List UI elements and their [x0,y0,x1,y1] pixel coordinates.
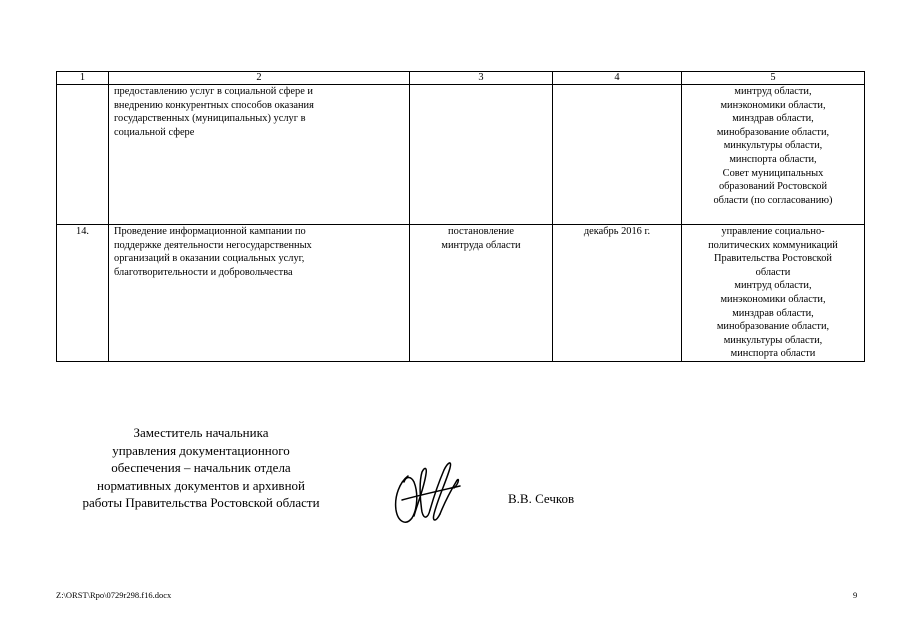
table-header-row [57,72,865,85]
description-line: социальной сфере [114,126,195,138]
executor-line: минздрав области, [732,113,814,125]
position-line: обеспечения – начальник отдела [111,460,291,475]
executor-line: минобразование области, [716,126,830,138]
executors-cell [682,225,865,362]
column-number-header: 2 [109,72,410,85]
plan-table [56,71,865,362]
description-cell [109,225,410,362]
signatory-name: В.В. Сечков [508,491,575,506]
description-line: поддержке деятельности негосударственных [114,239,312,251]
form-line: минтруда области [441,239,521,251]
executor-line: минтруд области, [734,280,812,292]
page-number: 9 [853,590,858,600]
executor-line: минкультуры области, [723,140,823,152]
description-line: благотворительности и добровольчества [114,266,293,278]
executor-line: минспорта области, [729,153,817,165]
handwritten-signature [388,452,468,534]
position-line: Заместитель начальника [133,425,269,440]
position-line: работы Правительства Ростовской области [82,495,320,510]
column-number-header: 4 [553,72,682,85]
row-number: 14. [76,226,89,237]
table-row [57,85,865,225]
executor-line: минспорта области [730,348,816,360]
description-line: государственных (муниципальных) услуг в [114,113,306,125]
row-number-cell [57,85,109,225]
executors-cell [682,85,865,225]
executor-line: Правительства Ростовской [714,253,832,265]
column-number-header: 3 [410,72,553,85]
executor-line: минтруд области, [734,86,812,97]
executor-line: минздрав области, [732,307,814,319]
deadline: декабрь 2016 г. [583,226,651,237]
position-line: нормативных документов и архивной [97,477,305,493]
executor-line: минэкономики области, [720,293,826,305]
deadline-cell [553,225,682,362]
form-cell [410,225,553,362]
executor-line: минкультуры области, [723,334,823,346]
column-number-header: 5 [682,72,865,85]
description-line: внедрению конкурентных способов оказания [114,99,314,111]
deadline-cell [553,85,682,225]
executor-line: политических коммуникаций [708,239,838,251]
description-cell [109,85,410,225]
file-path: Z:\ORST\Rpo\0729r298.f16.docx [56,590,172,600]
executor-line: Совет муниципальных [722,167,824,179]
row-number-cell [57,225,109,362]
table-row [57,225,865,362]
description-line: организаций в оказании социальных услуг, [114,253,305,265]
form-cell [410,85,553,225]
column-number-header: 1 [57,72,109,85]
executor-line: минэкономики области, [720,99,826,111]
description-line: Проведение информационной кампании по [114,226,306,237]
executor-line: управление социально- [721,226,825,237]
signatory-position [56,424,346,512]
form-line: постановление [448,226,514,237]
position-line: управления документационного [112,442,290,458]
executor-line: образований Ростовской [718,181,828,193]
description-line: предоставлению услуг в социальной сфере и [114,86,313,97]
executor-line: минобразование области, [716,321,830,333]
executor-line: области [755,266,791,278]
executor-line: области (по согласованию) [713,194,833,206]
